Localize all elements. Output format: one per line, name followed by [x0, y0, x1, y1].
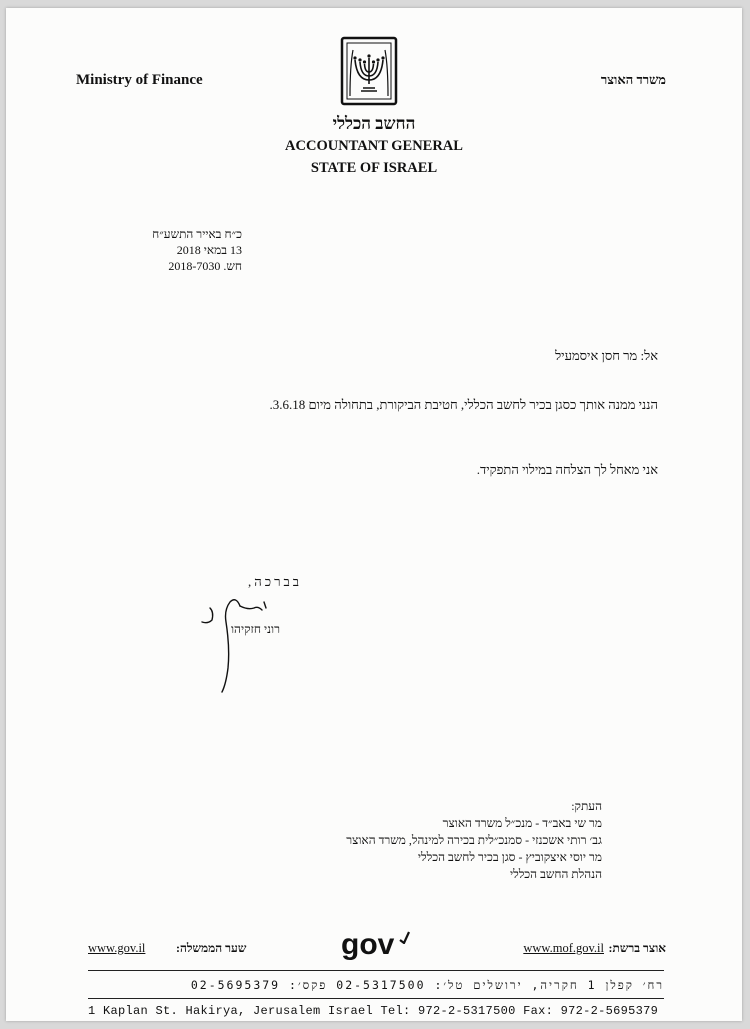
cc-line: הנהלת החשב הכללי [509, 867, 602, 881]
letter-page [6, 8, 742, 1021]
cc-line: מר שי באב״ד - מנכ״ל משרד האוצר [442, 816, 602, 830]
address-english: 1 Kaplan St. Hakirya, Jerusalem Israel Tel: 972-2-5317500 Fax: 972-2-5695379 [88, 1004, 659, 1018]
cc-line: גב׳ רותי אשכנזי - סמנכ״לית בכירה למינהל, משרד האוצר [346, 833, 602, 847]
gov-portal-link[interactable]: www.gov.il [88, 941, 146, 955]
hebrew-date: כ״ח באייר התשע״ח [152, 227, 242, 241]
gov-logo: gov [341, 928, 395, 961]
mof-website-label: אוצר ברשת: [608, 941, 666, 955]
wishes-paragraph: אני מאחל לך הצלחה במילוי התפקיד. [476, 462, 658, 477]
cc-block [346, 798, 602, 883]
ministry-name-he: משרד האוצר [600, 72, 666, 87]
cc-line: מר יוסי איצקוביץ - סגן בכיר לחשב הכללי [417, 850, 602, 864]
mof-website-link[interactable]: www.mof.gov.il [523, 941, 604, 955]
cc-heading: העתק: [571, 799, 602, 813]
signer-name: רוני חזקיהו [230, 622, 280, 636]
closing-salutation: בברכה, [248, 574, 302, 589]
gov-logo-mark-icon [398, 930, 410, 944]
handwritten-signature [196, 588, 286, 698]
appointment-paragraph: הנני ממנה אותך כסגן בכיר לחשב הכללי, חטיבת הביקורת, בתחולה מיום 3.6.18. [269, 397, 658, 412]
gregorian-date: 13 במאי 2018 [176, 243, 242, 257]
ministry-name-en: Ministry of Finance [76, 72, 203, 88]
footer-divider [88, 970, 664, 971]
reference-number: חש. 2018-7030 [168, 259, 242, 273]
footer-divider [88, 998, 664, 999]
state-name-en: STATE OF ISRAEL [310, 160, 438, 176]
date-block [152, 226, 242, 274]
gov-portal-label: שער הממשלה: [176, 941, 247, 955]
accountant-general-he: החשב הכללי [332, 114, 416, 133]
accountant-general-en: ACCOUNTANT GENERAL [285, 138, 463, 154]
israel-emblem-icon [339, 36, 399, 108]
address-hebrew: רח׳ קפלן 1 חקריה, ירושלים טל׳: 02-5317500 פקס׳: 02-5695379 [190, 978, 664, 992]
recipient-line: אל: מר חסן איסמעיל [555, 348, 658, 363]
